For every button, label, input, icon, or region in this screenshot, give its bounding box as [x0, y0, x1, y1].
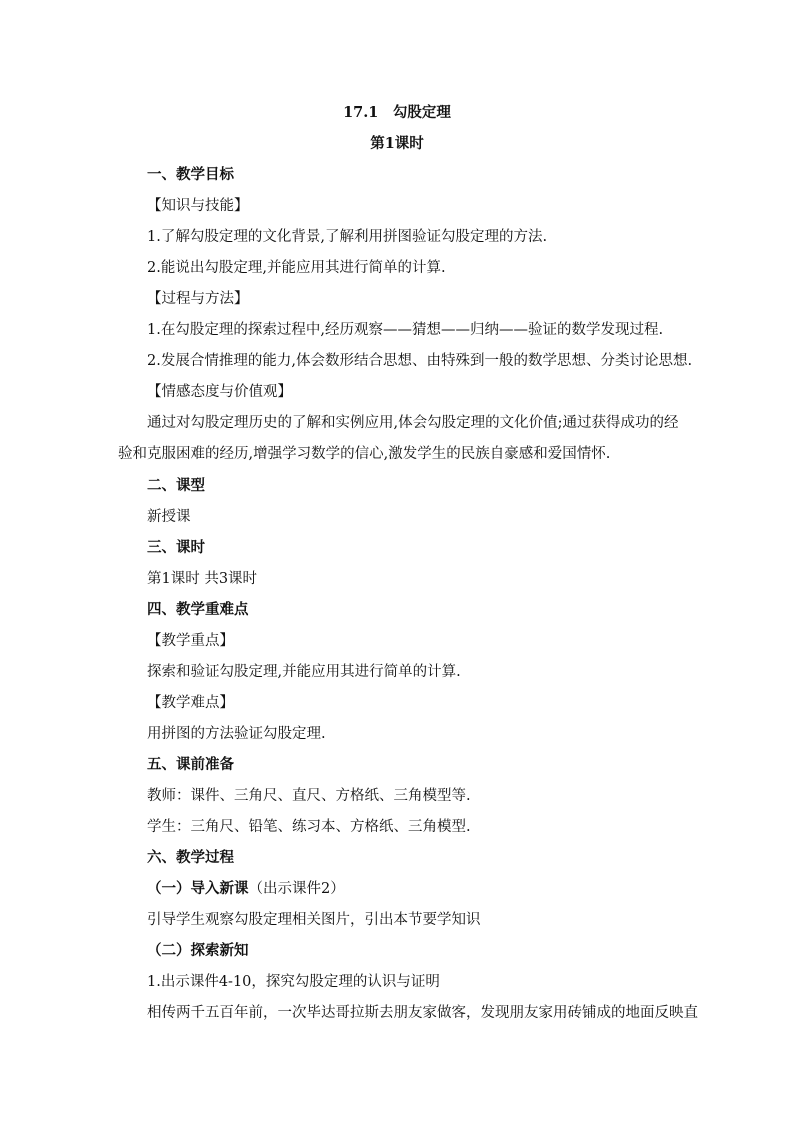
- teacher-preparation: 教师：课件、三角尺、直尺、方格纸、三角模型等.: [147, 788, 471, 804]
- process-item-2: 2.发展合情推理的能力,体会数形结合思想、由特殊到一般的数学思想、分类讨论思想.: [147, 353, 693, 369]
- label-process-methods: 【过程与方法】: [147, 291, 249, 307]
- part-1-note: （出示课件2）: [248, 881, 345, 897]
- part-1-text: 引导学生观察勾股定理相关图片，引出本节要学知识: [147, 912, 481, 928]
- key-points-text: 探索和验证勾股定理,并能应用其进行简单的计算.: [147, 664, 461, 680]
- section-heading-periods: 三、课时: [147, 539, 205, 556]
- knowledge-item-1: 1.了解勾股定理的文化背景,了解利用拼图验证勾股定理的方法.: [147, 229, 548, 245]
- student-preparation: 学生：三角尺、铅笔、练习本、方格纸、三角模型.: [147, 819, 471, 835]
- section-heading-objectives: 一、教学目标: [147, 166, 234, 183]
- section-heading-teaching-process: 六、教学过程: [147, 849, 234, 866]
- label-key-points: 【教学重点】: [147, 633, 234, 649]
- label-emotion-values: 【情感态度与价值观】: [147, 384, 292, 400]
- section-heading-preparation: 五、课前准备: [147, 756, 234, 773]
- difficult-points-text: 用拼图的方法验证勾股定理.: [147, 726, 326, 742]
- lesson-subtitle: 第1课时: [370, 135, 424, 152]
- emotion-paragraph-line-1: 通过对勾股定理历史的了解和实例应用,体会勾股定理的文化价值;通过获得成功的经: [147, 415, 679, 431]
- label-knowledge-skills: 【知识与技能】: [147, 198, 249, 214]
- section-heading-key-difficult: 四、教学重难点: [147, 601, 249, 618]
- part-1-heading: [147, 879, 345, 899]
- periods-text: 第1课时 共3课时: [147, 571, 258, 587]
- emotion-paragraph-line-2: 验和克服困难的经历,增强学习数学的信心,激发学生的民族自豪感和爱国情怀.: [118, 446, 611, 462]
- lesson-type-text: 新授课: [147, 509, 191, 525]
- part-1-title: （一）导入新课: [147, 880, 249, 897]
- part-2-item-1: 1.出示课件4-10，探究勾股定理的认识与证明: [147, 974, 440, 990]
- section-heading-lesson-type: 二、课型: [147, 477, 205, 494]
- part-2-paragraph: 相传两千五百年前，一次毕达哥拉斯去朋友家做客，发现朋友家用砖铺成的地面反映直: [147, 1005, 698, 1021]
- document-title: 17.1 勾股定理: [343, 104, 451, 121]
- part-2-heading: （二）探索新知: [147, 942, 249, 959]
- process-item-1: 1.在勾股定理的探索过程中,经历观察——猜想——归纳——验证的数学发现过程.: [147, 322, 664, 338]
- knowledge-item-2: 2.能说出勾股定理,并能应用其进行简单的计算.: [147, 260, 446, 276]
- label-difficult-points: 【教学难点】: [147, 695, 234, 711]
